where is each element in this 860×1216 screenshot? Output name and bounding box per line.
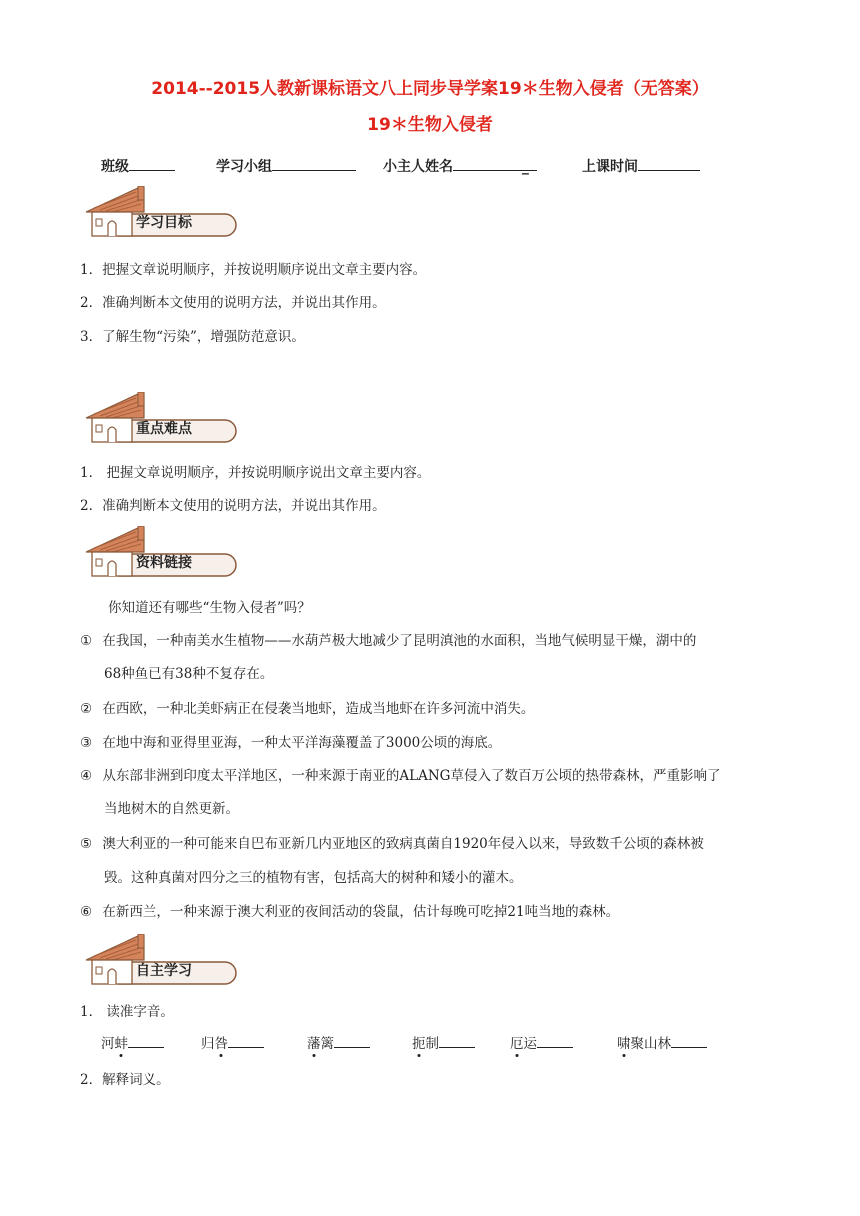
goal-item: 3．了解生物“污染”，增强防范意识。: [80, 329, 305, 345]
resource-item: [80, 631, 696, 651]
class-blank[interactable]: [129, 154, 175, 171]
resource-item: [80, 733, 501, 753]
word-item: [617, 1031, 707, 1052]
word-item: [412, 1031, 475, 1052]
time-label: 上课时间: [582, 159, 638, 175]
item-text-continued: 68种鱼已有38种不复存在。: [104, 666, 274, 682]
item-text: 在地中海和亚得里亚海，一种太平洋海藻覆盖了3000公顷的海底。: [102, 735, 502, 751]
goal-item: 2．准确判断本文使用的说明方法，并说出其作用。: [80, 295, 386, 311]
answer-blank[interactable]: [228, 1031, 264, 1048]
dotted-char: 啸: [617, 1036, 631, 1052]
word-part: 制: [425, 1036, 439, 1052]
key-item: 2．准确判断本文使用的说明方法，并说出其作用。: [80, 498, 386, 514]
resource-item: [80, 834, 704, 854]
item-text-continued: 毁。这种真菌对四分之三的植物有害，包括高大的树种和矮小的灌木。: [104, 870, 523, 886]
document-title: 2014--2015人教新课标语文八上同步导学案19＊生物入侵者（无答案）: [151, 79, 709, 99]
class-field: [101, 154, 175, 176]
lesson-title: 19＊生物入侵者: [367, 115, 493, 135]
section-title-resource: 资料链接: [136, 555, 192, 571]
section-title-key: 重点难点: [136, 421, 192, 437]
word-part: 篱: [320, 1036, 334, 1052]
answer-blank[interactable]: [671, 1031, 707, 1048]
word-part: 聚山林: [630, 1036, 671, 1052]
item-number: ⑤: [80, 836, 93, 852]
key-item: 1． 把握文章说明顺序，并按说明顺序说出文章主要内容。: [80, 465, 431, 481]
section-header-self: [78, 934, 238, 986]
item-text: 从东部非洲到印度太平洋地区，一种来源于南亚的ALANG草侵入了数百万公顷的热带森林，严重影响了: [102, 768, 721, 784]
word-item: [201, 1031, 264, 1052]
group-blank[interactable]: [272, 154, 356, 171]
answer-blank[interactable]: [334, 1031, 370, 1048]
resource-item: [80, 902, 619, 922]
section-header-goals: [78, 186, 238, 238]
time-field: [582, 154, 700, 176]
group-field: [216, 154, 356, 176]
word-part: 运: [523, 1036, 537, 1052]
word-part: 河: [101, 1036, 115, 1052]
time-blank[interactable]: [638, 154, 700, 171]
dotted-char: 藩: [307, 1036, 321, 1052]
resource-item: [80, 699, 534, 719]
item-number: ④: [80, 768, 93, 784]
question-2: 2．解释词义。: [80, 1072, 170, 1088]
item-number: ⑥: [80, 904, 93, 920]
answer-blank[interactable]: [128, 1031, 164, 1048]
section-title-goals: 学习目标: [136, 215, 192, 231]
section-title-self: 自主学习: [136, 963, 192, 979]
item-text: 在新西兰，一种来源于澳大利亚的夜间活动的袋鼠，估计每晚可吃掉21吨当地的森林。: [102, 904, 620, 920]
host-field: [383, 154, 529, 176]
word-part: 归: [201, 1036, 215, 1052]
resource-item: [80, 766, 720, 786]
answer-blank[interactable]: [537, 1031, 573, 1048]
item-text-continued: 当地树木的自然更新。: [104, 801, 239, 817]
info-row: [0, 154, 860, 176]
word-item: [510, 1031, 573, 1052]
answer-blank[interactable]: [439, 1031, 475, 1048]
item-number: ③: [80, 735, 93, 751]
dotted-char: 扼: [412, 1036, 426, 1052]
item-text: 在西欧，一种北美虾病正在侵袭当地虾，造成当地虾在许多河流中消失。: [102, 701, 535, 717]
dotted-char: 蚌: [114, 1036, 128, 1052]
word-item: [101, 1031, 164, 1052]
dotted-char: 咎: [214, 1036, 228, 1052]
question-1: 1． 读准字音。: [80, 1004, 174, 1020]
item-number: ②: [80, 701, 93, 717]
item-text: 澳大利亚的一种可能来自巴布亚新几内亚地区的致病真菌自1920年侵入以来，导致数千公顷的森林被: [102, 836, 704, 852]
dotted-char: 厄: [510, 1036, 524, 1052]
class-label: 班级: [101, 159, 129, 175]
resource-intro: 你知道还有哪些“生物入侵者”吗？: [108, 600, 311, 616]
word-item: [307, 1031, 370, 1052]
item-text: 在我国，一种南美水生植物——水葫芦极大地减少了昆明滇池的水面积，当地气候明显干燥，湖中的: [102, 633, 697, 649]
section-header-resource: [78, 526, 238, 578]
item-number: ①: [80, 633, 93, 649]
host-label: 小主人姓名: [383, 159, 453, 175]
group-label: 学习小组: [216, 159, 272, 175]
goal-item: 1．把握文章说明顺序，并按说明顺序说出文章主要内容。: [80, 262, 427, 278]
section-header-key: [78, 392, 238, 444]
host-extra-mark: _: [521, 159, 529, 175]
